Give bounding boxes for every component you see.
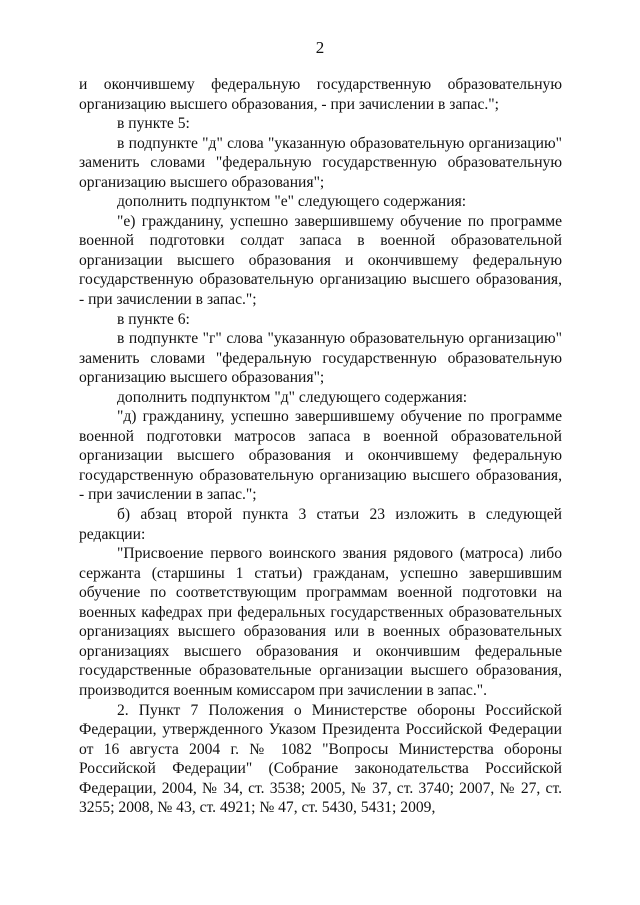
paragraph-subpoint-d-amendment: в подпункте "д" слова "указанную образовательную организацию" заменить словами "федеральную государственную образовательную организацию высшего образования";: [79, 134, 562, 191]
paragraph-continuation: и окончившему федеральную государственную образовательную организацию высшего образования, - при зачислении в запас.";: [79, 76, 562, 113]
document-body: [79, 75, 562, 818]
paragraph-subpoint-g-amendment: в подпункте "г" слова "указанную образовательную организацию" заменить словами "федеральную государственную образовательную организацию высшего образования";: [79, 330, 562, 387]
paragraph-add-subpoint-e: дополнить подпунктом "е" следующего содержания:: [117, 193, 467, 211]
page-number: 2: [315, 38, 325, 57]
paragraph-subpoint-d-text: "д) гражданину, успешно завершившему обучение по программе военной подготовки матросов запаса в военной образовательной организации высшего образования и окончившему федеральную государственную образовательную организацию высшего образования, - при зачислении в запас.";: [79, 408, 562, 504]
paragraph-article-23-new-text: "Присвоение первого воинского звания рядового (матроса) либо сержанта (старшины 1 статьи) гражданам, успешно завершившим обучение по соответствующим программам военной подготовки на военных кафедрах при федеральных государственных образовательных организациях высшего образования или в военных образовательных организациях высшего образования и окончившим федеральные государственные образовательные организации высшего образования, производится военным комиссаром при зачислении в запас.".: [79, 545, 562, 699]
paragraph-point-6: в пункте 6:: [117, 310, 190, 328]
paragraph-add-subpoint-d: дополнить подпунктом "д" следующего содержания:: [117, 388, 468, 406]
paragraph-article-23-amendment: б) абзац второй пункта 3 статьи 23 изложить в следующей редакции:: [79, 506, 562, 543]
paragraph-point-2-ministry-regulation: 2. Пункт 7 Положения о Министерстве обороны Российской Федерации, утвержденного Указом Президента Российской Федерации от 16 августа 2004 г. № 1082 "Вопросы Министерства обороны Российской Федерации" (Собрание законодательства Российской Федерации, 2004, № 34, ст. 3538; 2005, № 37, ст. 3740; 2007, № 27, ст. 3255; 2008, № 43, ст. 4921; № 47, ст. 5430, 5431; 2009,: [79, 701, 562, 817]
paragraph-subpoint-e-text: "е) гражданину, успешно завершившему обучение по программе военной подготовки солдат запаса в военной образовательной организации высшего образования и окончившему федеральную государственную образовательную организацию высшего образования, - при зачислении в запас.";: [79, 212, 562, 309]
paragraph-point-5: в пункте 5:: [117, 115, 190, 133]
